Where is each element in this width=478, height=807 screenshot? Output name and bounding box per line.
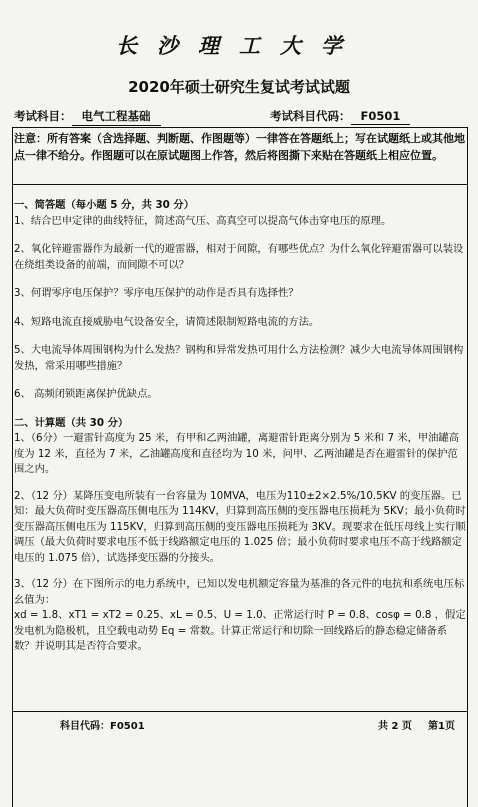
question-5: 5、大电流导体周围钢构为什么发热？钢构和异常发热可用什么方法检测？减少大电流导体周围钢构发热，常采用哪些措施？: [14, 344, 464, 372]
question-6: 6、 高频闭锁距离保护优缺点。: [14, 388, 158, 400]
footer-divider: [12, 711, 468, 712]
footer-total-pages: 共 2 页: [378, 721, 412, 732]
footer-page-number: 第1页: [428, 721, 455, 732]
notice-text: 注意：所有答案（含选择题、判断题、作图题等）一律答在答题纸上；写在试题纸上或其他地点一律不给分。作图题可以在原试题图上作答，然后将图撕下来贴在答题纸上相应位置。: [14, 132, 465, 162]
calc-question-3-params: xd = 1.8、xT1 = xT2 = 0.25、xL = 0.5、U = 1.0、正常运行时 P = 0.8、cosφ = 0.8 ，假定发电机为隐极机，且空载电动势 Eq = 常数。计算正常运行和切除一回线路后的静态稳定储备系数？并说明其是否符合要求。: [14, 609, 466, 652]
question-2: 2、氧化锌避雷器作为最新一代的避雷器，相对于间隙，有哪些优点？为什么氧化锌避雷器可以装设在绕组类设备的前端，而间隙不可以？: [14, 243, 464, 271]
section2-title: 二、计算题（共 30 分）: [14, 416, 129, 429]
exam-title: 2020年硕士研究生复试考试试题: [128, 78, 350, 96]
university-name: 长沙理工大学: [116, 33, 362, 58]
question-1: 1、结合巴申定律的曲线特征，简述高气压、高真空可以提高气体击穿电压的原理。: [14, 214, 392, 227]
notice-divider: [12, 184, 468, 185]
question-4: 4、短路电流直接威胁电气设备安全，请简述限制短路电流的方法。: [14, 315, 320, 328]
question-content: [14, 198, 466, 655]
code-value: F0501: [351, 109, 411, 125]
calc-question-1: 1、（6分）一避雷针高度为 25 米，有甲和乙两油罐，离避雷针距离分别为 5 米和 7 米，甲油罐高度为 12 米，直径为 7 米，乙油罐高度和直径均为 10 米，问甲、乙两油罐是否在避雷针的保护范围之内。: [14, 432, 460, 475]
subject-code-field: [270, 108, 410, 125]
code-label: 考试科目代码：: [270, 109, 351, 123]
footer-subject-code: 科目代码：F0501: [60, 721, 145, 732]
calc-question-2: 2、（12 分）某降压变电所装有一台容量为 10MVA，电压为110±2×2.5%/10.5KV 的变压器。已知：最大负荷时变压器高压侧电压为 114KV，归算到高压侧的变压器电压损耗为 5KV；最小负荷时变压器高压侧电压为 115KV，归算到高压侧的变压器电压损耗为 3KV。现要求在低压母线上实行顺调压（最大负荷时要求电压不低于线路额定电压的 1.025 倍；最小负荷时要求电压不高于线路额定电压的 1.075 倍），试选择变压器的分接头。: [14, 489, 466, 564]
section1-title: 一、简答题（每小题 5 分，共 30 分）: [14, 199, 194, 211]
subject-value: 电气工程基础: [72, 108, 161, 126]
question-3: 3、何谓零序电压保护？零序电压保护的动作是否具有选择性？: [14, 287, 299, 299]
subject-label: 考试科目：: [14, 109, 72, 123]
subject-field: [14, 108, 161, 126]
calc-question-3-intro: 3、（12 分）在下图所示的电力系统中，已知以发电机额定容量为基准的各元件的电抗和系统电压标幺值为：: [14, 578, 465, 606]
